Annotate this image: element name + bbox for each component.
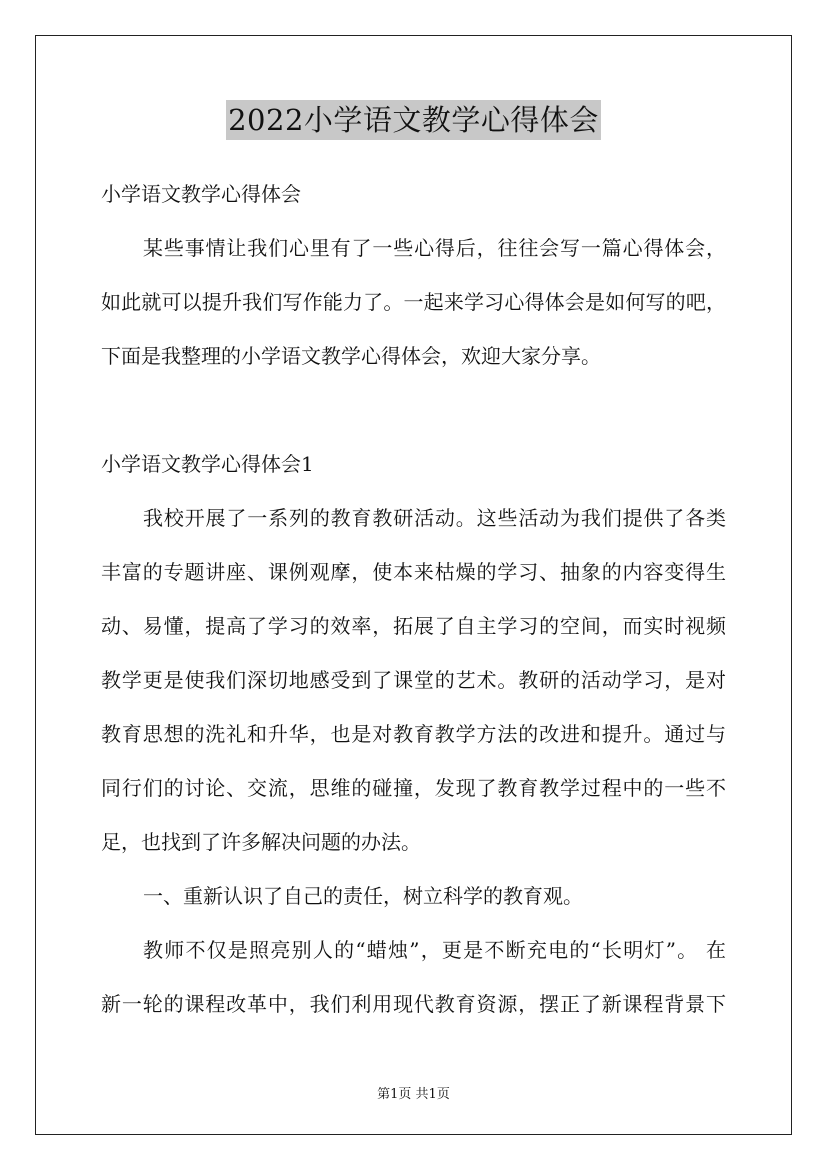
point-heading: 一、重新认识了自己的责任，树立科学的教育观。 xyxy=(143,884,583,908)
paragraph-line: 丰富的专题讲座、课例观摩，使本来枯燥的学习、抽象的内容变得生 xyxy=(101,560,726,584)
subtitle: 小学语文教学心得体会 xyxy=(101,182,301,206)
paragraph-line: 同行们的讨论、交流，思维的碰撞，发现了教育教学过程中的一些不 xyxy=(101,776,726,800)
paragraph-line: 教师不仅是照亮别人的“蜡烛”，更是不断充电的“长明灯”。 在 xyxy=(143,938,726,962)
section-heading: 小学语文教学心得体会1 xyxy=(101,452,314,476)
intro-line: 下面是我整理的小学语文教学心得体会，欢迎大家分享。 xyxy=(101,344,601,368)
paragraph-line: 教学更是使我们深切地感受到了课堂的艺术。教研的活动学习，是对 xyxy=(101,668,726,692)
paragraph-line: 足，也找到了许多解决问题的办法。 xyxy=(101,830,421,854)
intro-line: 某些事情让我们心里有了一些心得后，往往会写一篇心得体会， xyxy=(143,236,726,260)
blank-line xyxy=(101,392,726,446)
title-wrapper xyxy=(0,100,827,140)
page-number-footer: 第1页 共1页 xyxy=(377,1087,450,1102)
paragraph-line: 新一轮的课程改革中，我们利用现代教育资源，摆正了新课程背景下 xyxy=(101,992,726,1016)
paragraph-line: 我校开展了一系列的教育教研活动。这些活动为我们提供了各类 xyxy=(143,506,726,530)
paragraph-line: 动、易懂，提高了学习的效率，拓展了自主学习的空间，而实时视频 xyxy=(101,614,726,638)
intro-line: 如此就可以提升我们写作能力了。一起来学习心得体会是如何写的吧， xyxy=(101,290,726,314)
document-body xyxy=(101,176,726,1040)
paragraph-line: 教育思想的洗礼和升华，也是对教育教学方法的改进和提升。通过与 xyxy=(101,722,726,746)
document-title: 2022小学语文教学心得体会 xyxy=(226,100,601,140)
